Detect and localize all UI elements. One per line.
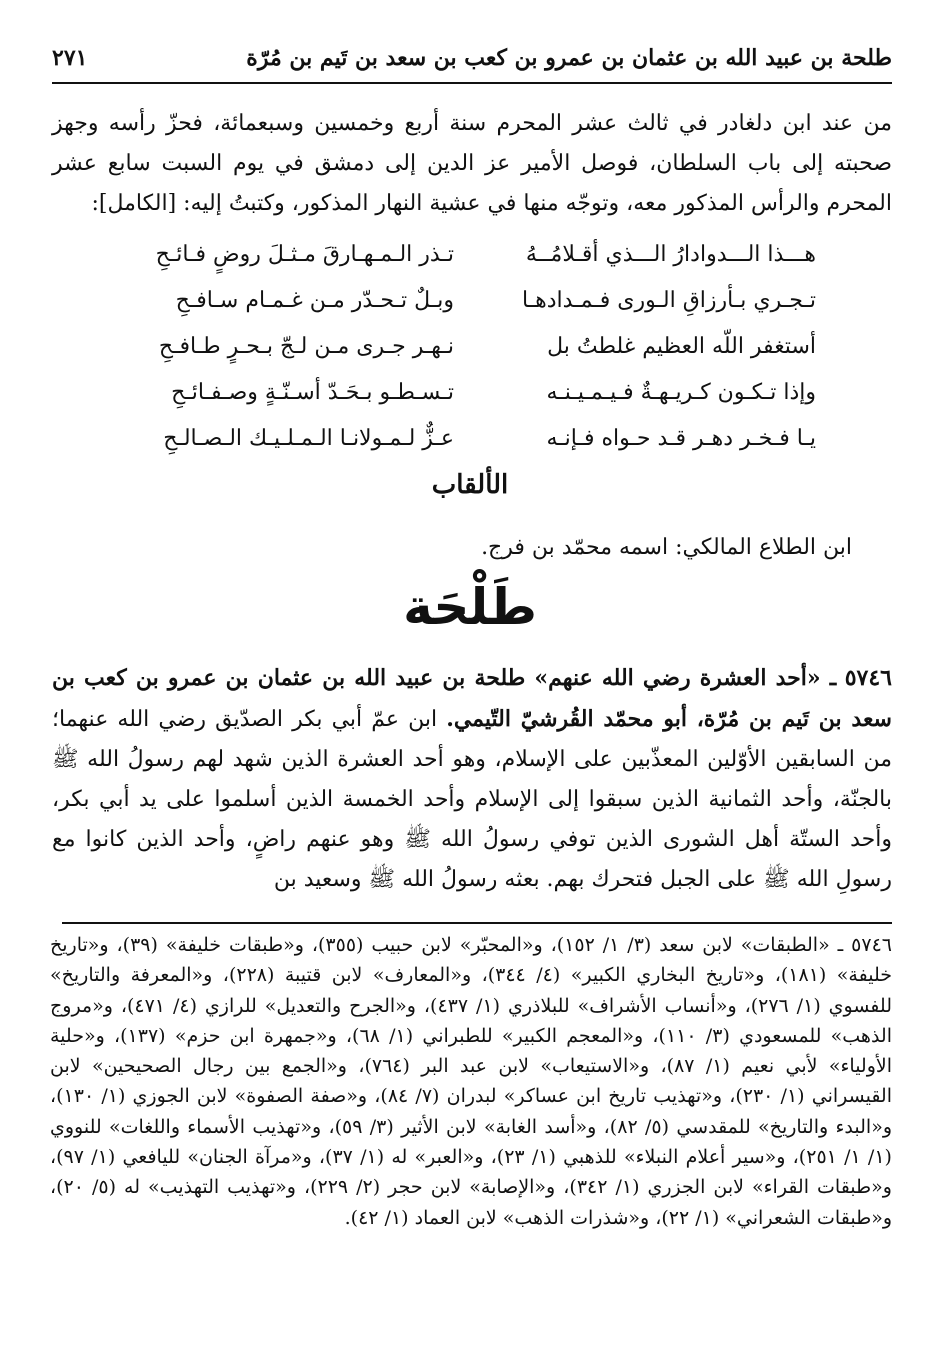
verse-second-hemistich: تـسـطـو بـحَـدّ أسـنّـةٍ وصـفـائـحِ — [171, 380, 454, 405]
verse-second-hemistich: وبـلٌ تـحـدّر مـن غـمـام سـافـحِ — [175, 288, 454, 313]
verse-first-hemistich: هـــذا الـــدوادارُ الـــذي أقـلامُــهُ — [525, 242, 816, 267]
running-header — [52, 38, 892, 84]
biography-entry — [52, 658, 892, 900]
verse-second-hemistich: تـذر الـمـهـارقَ مـثـلَ روضٍ فـائـحِ — [155, 242, 454, 267]
poem-verse — [124, 324, 816, 370]
poem-verse — [124, 370, 816, 416]
poem-verse — [124, 278, 816, 324]
verse-first-hemistich: تـجـري بـأرزاقِ الـورى فـمـدادهـا — [521, 288, 816, 313]
entry-number: ٥٧٤٦ — [844, 665, 892, 691]
footnote-divider — [62, 922, 892, 924]
entry-chapter-title — [0, 578, 940, 636]
verse-first-hemistich: يـا فـخـر دهـر قـد حـواه فـإنـه — [546, 426, 816, 451]
footnote-text: «الطبقات» لابن سعد (٣/ ١/ ١٥٢)، و«المحبّر» لابن حبيب (٣٥٥)، و«طبقات خليفة» (٣٩)، و«تاريخ خليفة» (١٨١)، و«تاريخ البخاري الكبير» (٤/ ٣٤٤)، و«المعارف» لابن قتيبة (٢٢٨)، و«المعرفة والتاريخ» للفسوي (١/ ٢٧٦)، و«أنساب الأشراف» للبلاذري (١/ ٤٣٧)، و«الجرح والتعديل» للرازي (٤/ ٤٧١)، و«مروج الذهب» للمسعودي (٣/ ١١٠)، و«المعجم الكبير» للطبراني (١/ ٦٨)، و«جمهرة ابن حزم» (١٣٧)، و«حلية الأولياء» لأبي نعيم (١/ ٨٧)، و«الاستيعاب» لابن عبد البر (٧٦٤)، و«الجمع بين رجال الصحيحين» لابن القيسراني (١/ ٢٣٠)، و«تهذيب تاريخ ابن عساكر» لبدران (٧/ ٨٤)، و«صفة الصفوة» لابن الجوزي (١/ ١٣٠)، و«البدء والتاريخ» للمقدسي (٥/ ٨٢)، و«أسد الغابة» لابن الأثير (٣/ ٥٩)، و«تهذيب الأسماء واللغات» للنووي (١/ ١/ ٢٥١)، و«سير أعلام النبلاء» للذهبي (١/ ٢٣)، و«العبر» له (١/ ٣٧)، و«مرآة الجنان» لليافعي (١/ ٩٧)، و«طبقات القراء» لابن الجزري (١/ ٣٤٢)، و«الإصابة» لابن حجر (٢/ ٢٢٩)، و«تهذيب التهذيب» له (٥/ ٢٠)، و«طبقات الشعراني» (١/ ٢٢)، و«شذرات الذهب» لابن العماد (١/ ٤٢). — [50, 934, 893, 1229]
footnote — [50, 930, 892, 1233]
intro-paragraph: من عند ابن دلغادر في ثالث عشر المحرم سنة أربع وخمسين وسبعمائة، فحزّ رأسه وجهز صحبته إلى باب السلطان، فوصل الأمير عز الدين إلى دمشق في يوم السبت سابع عشر المحرم والرأس المذكور معه، وتوجّه منها في عشية النهار المذكور، وكتبتُ إليه: [الكامل]: — [52, 111, 892, 216]
verse-first-hemistich: وإذا تـكـون كـريـهـةٌ فـيـمـيـنـه — [546, 380, 816, 405]
verse-first-hemistich: أستغفر اللّه العظيم غلطتُ بل — [547, 334, 816, 359]
intro-paragraph-block — [52, 104, 892, 224]
entry-paragraph: ٥٧٤٦ ـ «أحد العشرة رضي الله عنهم» طلحة بن عبيد الله بن عثمان بن عمرو بن كعب بن سعد بن تَيم بن مُرّة، أبو محمّد القُرشيّ التّيمي. ابن عمّ أبي بكر الصدّيق رضي الله عنهما؛ من السابقين الأوّلين المعذّبين على الإسلام، وهو أحد العشرة الذين شهد لهم رسولُ الله ﷺ بالجنّة، وأحد الثمانية الذين سبقوا إلى الإسلام وأحد الخمسة الذين أسلموا على يد أبي بكر، وأحد الستّة أهل الشورى الذين توفي رسولُ الله ﷺ وهو عنهم راضٍ، وأحد الذين كانوا مع رسولِ الله ﷺ على الجبل فتحرك بهم. بعثه رسولُ الله ﷺ وسعيد بن — [52, 665, 892, 892]
verse-second-hemistich: عـزٌّ لـمـولانـا الـمـلـيـك الـصـالـحِ — [163, 426, 454, 451]
chapter-title-text: طَلْحَة — [403, 578, 537, 636]
verse-second-hemistich: نـهـر جـرى مـن لـجّ بـحـرٍ طـافـحِ — [158, 334, 454, 359]
page-number: ٢٧١ — [52, 45, 88, 71]
alqab-line: ابن الطلاع المالكي: اسمه محمّد بن فرج. — [481, 535, 852, 560]
entry-lead: «أحد العشرة رضي الله عنهم» طلحة بن عبيد الله بن عثمان بن عمرو بن كعب بن سعد بن تَيم بن مُرّة، أبو محمّد القُرشيّ التّيمي. — [52, 665, 892, 732]
alqab-entry — [52, 528, 892, 568]
poem-verse — [124, 232, 816, 278]
entry-text: ابن عمّ أبي بكر الصدّيق رضي الله عنهما؛ من السابقين الأوّلين المعذّبين على الإسلام، وهو أحد العشرة الذين شهد لهم رسولُ الله ﷺ بالجنّة، وأحد الثمانية الذين سبقوا إلى الإسلام وأحد الخمسة الذين أسلموا على يد أبي بكر، وأحد الستّة أهل الشورى الذين توفي رسولُ الله ﷺ وهو عنهم راضٍ، وأحد الذين كانوا مع رسولِ الله ﷺ على الجبل فتحرك بهم. بعثه رسولُ الله ﷺ وسعيد بن — [52, 707, 892, 892]
section-heading-alqab: الألقاب — [431, 470, 509, 500]
footnote-number: ٥٧٤٦ ـ — [837, 934, 892, 956]
running-title: طلحة بن عبيد الله بن عثمان بن عمرو بن كعب بن سعد بن تَيم بن مُرّة — [246, 45, 892, 71]
poem-verse — [124, 416, 816, 462]
poem — [124, 232, 816, 462]
